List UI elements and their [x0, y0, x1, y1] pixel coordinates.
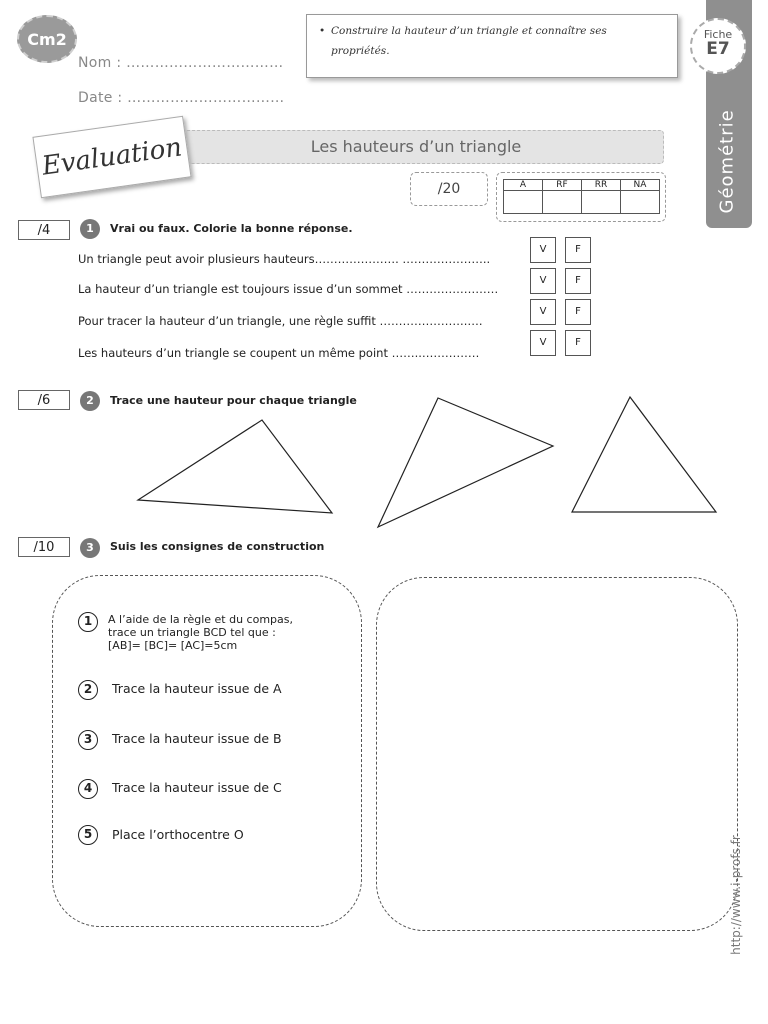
section1-title: Vrai ou faux. Colorie la bonne réponse.: [110, 222, 353, 235]
construction-area[interactable]: [376, 577, 738, 931]
step-5-number: 5: [78, 825, 98, 845]
step-1-line-3: [AB]= [BC]= [AC]=5cm: [108, 639, 238, 652]
false-box-2[interactable]: F: [565, 268, 591, 294]
step-4-number: 4: [78, 779, 98, 799]
true-box-3[interactable]: V: [530, 299, 556, 325]
section1-points[interactable]: /4: [18, 220, 70, 240]
total-score-box[interactable]: /20: [410, 172, 488, 206]
grade-col-rr: RR: [582, 180, 621, 191]
objective-text: Construire la hauteur d’un triangle et connaître ses propriétés.: [331, 25, 607, 57]
true-box-4[interactable]: V: [530, 330, 556, 356]
step-3-text: Trace la hauteur issue de B: [112, 731, 282, 746]
name-field[interactable]: Nom : ……………………………: [78, 55, 284, 71]
step-2-number: 2: [78, 680, 98, 700]
section2-title: Trace une hauteur pour chaque triangle: [110, 394, 357, 407]
triangle-1[interactable]: [138, 420, 332, 513]
grade-col-na: NA: [621, 180, 660, 191]
triangle-2[interactable]: [378, 398, 553, 527]
step-3-number: 3: [78, 730, 98, 750]
section3-number: 3: [80, 538, 100, 558]
section2-points[interactable]: /6: [18, 390, 70, 410]
step-1-line-1: A l’aide de la règle et du compas,: [108, 613, 293, 626]
step-2-text: Trace la hauteur issue de A: [112, 681, 282, 696]
section2-number: 2: [80, 391, 100, 411]
statement-1: Un triangle peut avoir plusieurs hauteurs…………………. …………………..: [78, 252, 491, 266]
fiche-code: E7: [706, 39, 730, 59]
site-url[interactable]: http://www.i-profs.fr: [729, 835, 743, 955]
statement-3: Pour tracer la hauteur d’un triangle, une règle suffit …………………..….: [78, 314, 483, 328]
step-1-number: 1: [78, 612, 98, 632]
false-box-4[interactable]: F: [565, 330, 591, 356]
section3-points[interactable]: /10: [18, 537, 70, 557]
grade-col-a: A: [504, 180, 543, 191]
evaluation-stamp: Evaluation: [32, 116, 191, 199]
grade-col-rf: RF: [543, 180, 582, 191]
level-badge: Cm2: [17, 15, 77, 63]
section1-number: 1: [80, 219, 100, 239]
false-box-1[interactable]: F: [565, 237, 591, 263]
page-title: Les hauteurs d’un triangle: [168, 130, 664, 164]
step-5-text: Place l’orthocentre O: [112, 827, 244, 842]
date-field[interactable]: Date : ……………………………: [78, 90, 285, 106]
statement-4: Les hauteurs d’un triangle se coupent un même point ……..……………: [78, 346, 480, 360]
section3-title: Suis les consignes de construction: [110, 540, 325, 553]
true-box-2[interactable]: V: [530, 268, 556, 294]
false-box-3[interactable]: F: [565, 299, 591, 325]
subject-label: Géométrie: [716, 109, 738, 214]
true-box-1[interactable]: V: [530, 237, 556, 263]
step-1-line-2: trace un triangle BCD tel que :: [108, 626, 276, 639]
site-url-wrap: [724, 826, 748, 970]
step-4-text: Trace la hauteur issue de C: [112, 780, 282, 795]
statement-2: La hauteur d’un triangle est toujours issue d’un sommet ……………………: [78, 282, 499, 296]
fiche-label: Fiche: [703, 28, 733, 41]
step-1-text: [108, 613, 293, 652]
triangle-3[interactable]: [572, 397, 716, 512]
